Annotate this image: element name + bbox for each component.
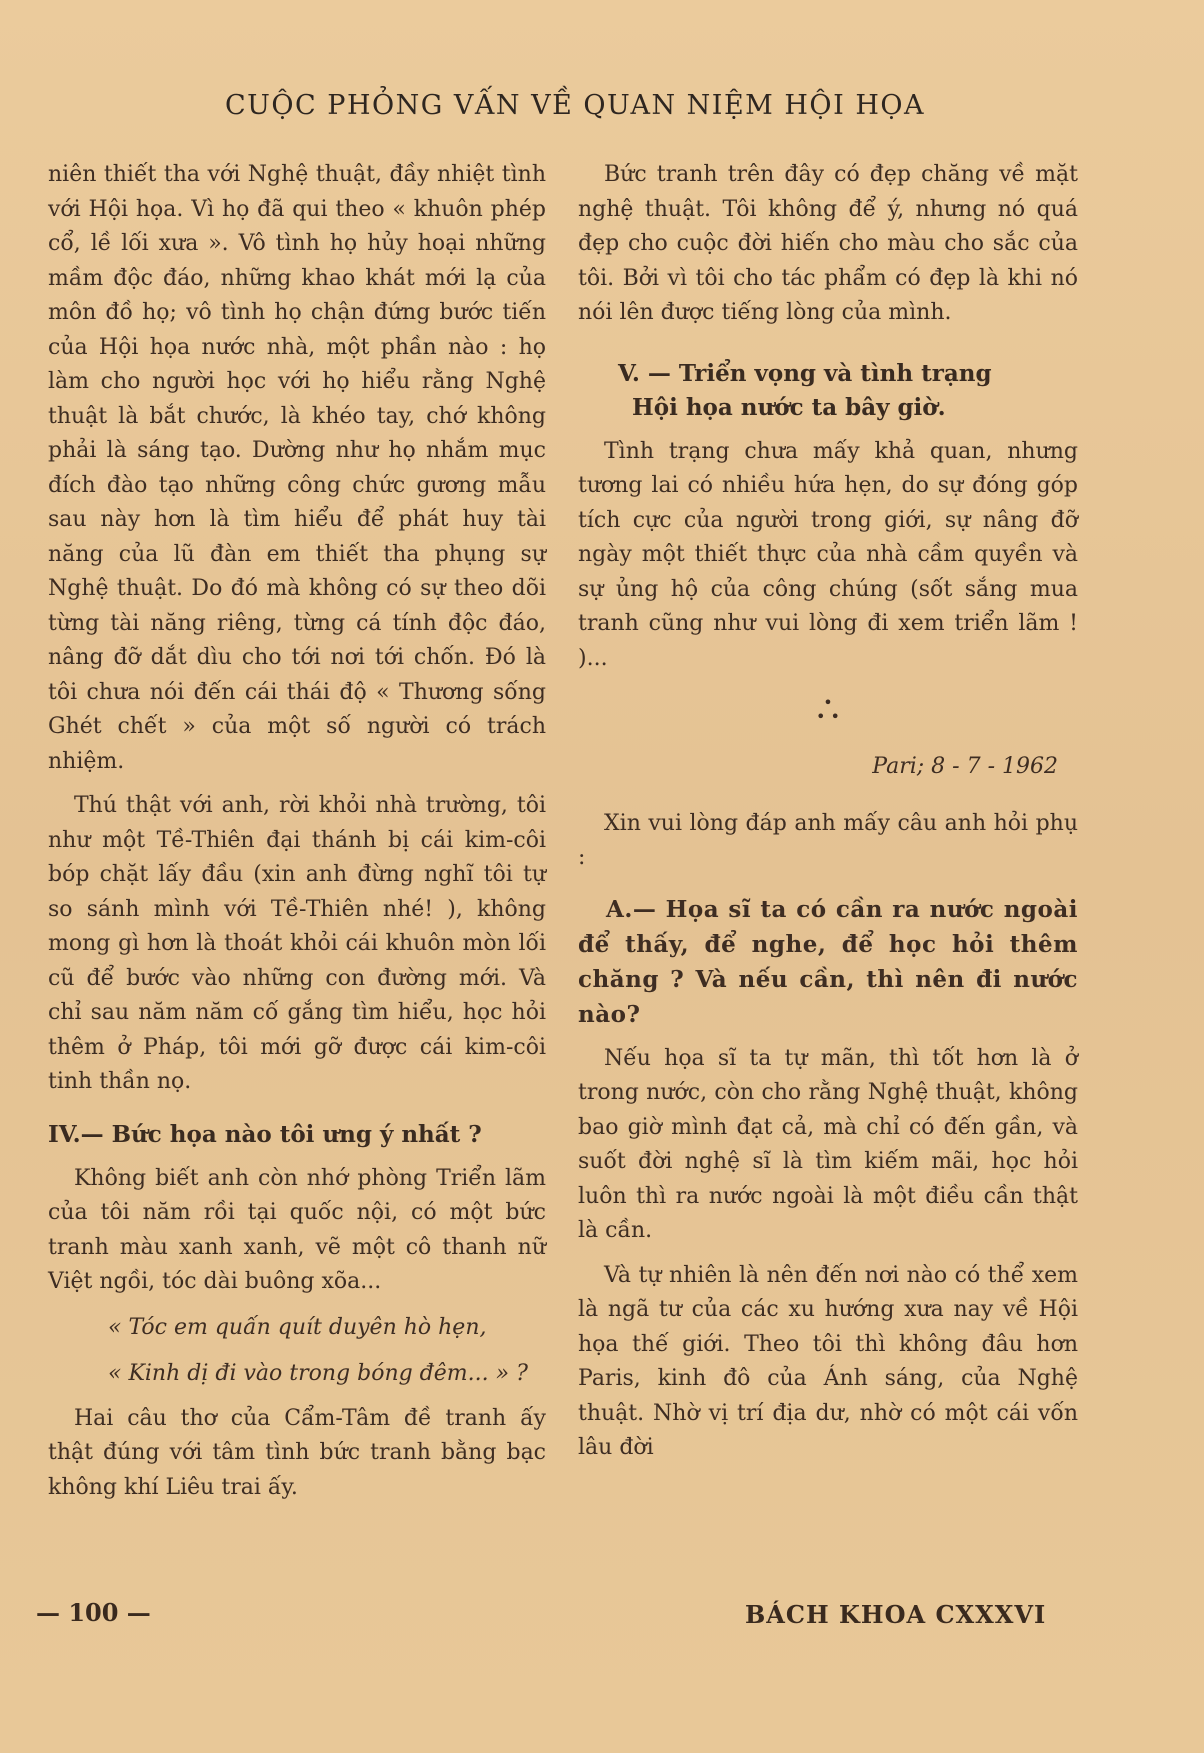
asterism-top: • xyxy=(823,693,833,712)
verse-line: « Kinh dị đi vào trong bóng đêm... » ? xyxy=(108,1360,528,1386)
asterism-bottom: • • xyxy=(816,707,840,726)
question-heading-a: A.— Họa sĩ ta có cần ra nước ngoài để thấy, để nghe, để học hỏi thêm chăng ? Và nếu cần, thì nên đi nước nào? xyxy=(578,895,1078,1028)
paragraph: Không biết anh còn nhớ phòng Triển lãm của tôi năm rồi tại quốc nội, có một bức tranh màu xanh xanh, vẽ một cô thanh nữ Việt ngồi, tóc dài buông xõa... xyxy=(48,1165,546,1294)
section-heading-v xyxy=(578,357,1078,425)
asterism xyxy=(578,693,1078,726)
dateline: Pari; 8 - 7 - 1962 xyxy=(872,754,1058,779)
verse-line: « Tóc em quấn quít duyên hò hẹn, xyxy=(108,1314,487,1340)
right-column xyxy=(578,158,1078,1476)
paragraph: Và tự nhiên là nên đến nơi nào có thể xem là ngã tư của các xu hướng xưa nay về Hội họa thế giới. Theo tôi thì không đâu hơn Paris, kinh đô của Ánh sáng, của Nghệ thuật. Nhờ vị trí địa dư, nhờ có một cái vốn lâu đời xyxy=(578,1262,1078,1460)
page-header: CUỘC PHỎNG VẤN VỀ QUAN NIỆM HỘI HỌA xyxy=(224,90,925,121)
section-heading-iv: IV.— Bức họa nào tôi ưng ý nhất ? xyxy=(48,1120,482,1148)
paragraph: Thú thật với anh, rời khỏi nhà trường, tôi như một Tề-Thiên đại thánh bị cái kim-côi bóp chặt lấy đầu (xin anh đừng nghĩ tôi tự so sánh mình với Tề-Thiên nhé! ), không mong gì hơn là thoát khỏi cái khuôn mòn lối cũ để bước vào những con đường mới. Và chỉ sau năm năm cố gắng tìm hiểu, học hỏi thêm ở Pháp, tôi mới gỡ được cái kim-côi tinh thần nọ. xyxy=(48,793,546,1094)
paragraph: Tình trạng chưa mấy khả quan, nhưng tương lai có nhiều hứa hẹn, do sự đóng góp tích cực của người trong giới, sự nâng đỡ ngày một thiết thực của nhà cầm quyền và sự ủng hộ của công chúng (sốt sắng mua tranh cũng như vui lòng đi xem triển lãm ! )... xyxy=(578,438,1078,671)
left-column xyxy=(48,158,546,1515)
section-heading-line: Hội họa nước ta bây giờ. xyxy=(632,393,946,421)
paragraph: Xin vui lòng đáp anh mấy câu anh hỏi phụ : xyxy=(578,810,1078,870)
paragraph: Bức tranh trên đây có đẹp chăng về mặt nghệ thuật. Tôi không để ý, nhưng nó quá đẹp cho cuộc đời hiến cho màu cho sắc của tôi. Bởi vì tôi cho tác phẩm có đẹp là khi nó nói lên được tiếng lòng của mình. xyxy=(578,162,1078,325)
paragraph: niên thiết tha với Nghệ thuật, đầy nhiệt tình với Hội họa. Vì họ đã qui theo « khuôn phép cổ, lề lối xưa ». Vô tình họ hủy hoại những mầm độc đáo, những khao khát mới lạ của môn đồ họ; vô tình họ chận đứng bước tiến của Hội họa nước nhà, một phần nào : họ làm cho người học với họ hiểu rằng Nghệ thuật là bắt chước, là khéo tay, chớ không phải là sáng tạo. Dường như họ nhắm mục đích đào tạo những công chức gương mẫu sau này hơn là tìm hiểu để phát huy tài năng của lũ đàn em thiết tha phụng sự Nghệ thuật. Do đó mà không có sự theo dõi từng tài năng riêng, từng cá tính độc đáo, nâng đỡ dắt dìu cho tới nơi tới chốn. Đó là tôi chưa nói đến cái thái độ « Thương sống Ghét chết » của một số người có trách nhiệm. xyxy=(48,162,546,774)
section-heading-line: V. — Triển vọng và tình trạng xyxy=(618,359,992,387)
paragraph: Hai câu thơ của Cẩm-Tâm đề tranh ấy thật đúng với tâm tình bức tranh bằng bạc không khí Liêu trai ấy. xyxy=(48,1405,546,1500)
journal-footer: BÁCH KHOA CXXXVI xyxy=(745,1600,1047,1629)
paragraph: Nếu họa sĩ ta tự mãn, thì tốt hơn là ở trong nước, còn cho rằng Nghệ thuật, không bao giờ mình đạt cả, mà chỉ có đến gần, và suốt đời nghệ sĩ là tìm kiếm mãi, học hỏi luôn thì ra nước ngoài là một điều cần thật là cần. xyxy=(578,1045,1078,1243)
page-number: — 100 — xyxy=(36,1598,151,1627)
